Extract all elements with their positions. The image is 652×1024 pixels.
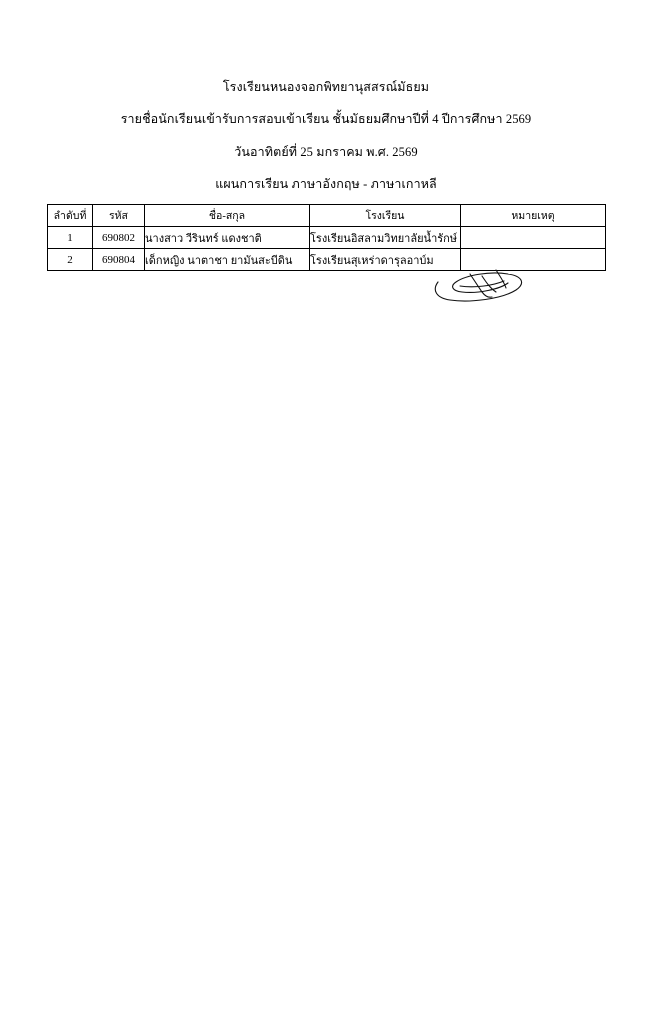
- program-heading: แผนการเรียน ภาษาอังกฤษ - ภาษาเกาหลี: [215, 177, 437, 191]
- column-header-name: ชื่อ-สกุล: [145, 205, 310, 227]
- cell-code: 690802: [93, 227, 145, 249]
- exam-date-heading: วันอาทิตย์ที่ 25 มกราคม พ.ศ. 2569: [234, 145, 418, 159]
- roster-title-heading: รายชื่อนักเรียนเข้ารับการสอบเข้าเรียน ชั้นมัธยมศึกษาปีที่ 4 ปีการศึกษา 2569: [120, 112, 532, 126]
- student-roster-table: [47, 204, 606, 271]
- column-header-school: โรงเรียน: [310, 205, 461, 227]
- cell-name: เด็กหญิง นาตาชา ยามันสะบีดิน: [145, 249, 310, 271]
- document-header: [0, 80, 652, 192]
- cell-no: 1: [48, 227, 93, 249]
- table-row: [48, 249, 606, 271]
- table-header-row: [48, 205, 606, 227]
- cell-school: โรงเรียนสุเหร่าดารุลอาบ์ม: [310, 249, 461, 271]
- table-row: [48, 227, 606, 249]
- cell-school: โรงเรียนอิสลามวิทยาลัยน้ำรักษ์: [310, 227, 461, 249]
- column-header-code: รหัส: [93, 205, 145, 227]
- cell-code: 690804: [93, 249, 145, 271]
- column-header-note: หมายเหตุ: [461, 205, 606, 227]
- cell-note: [461, 227, 606, 249]
- cell-note: [461, 249, 606, 271]
- column-header-no: ลำดับที่: [48, 205, 93, 227]
- school-name-heading: โรงเรียนหนองจอกพิทยานุสสรณ์มัธยม: [222, 80, 430, 94]
- cell-no: 2: [48, 249, 93, 271]
- cell-name: นางสาว วีรินทร์ แดงชาติ: [145, 227, 310, 249]
